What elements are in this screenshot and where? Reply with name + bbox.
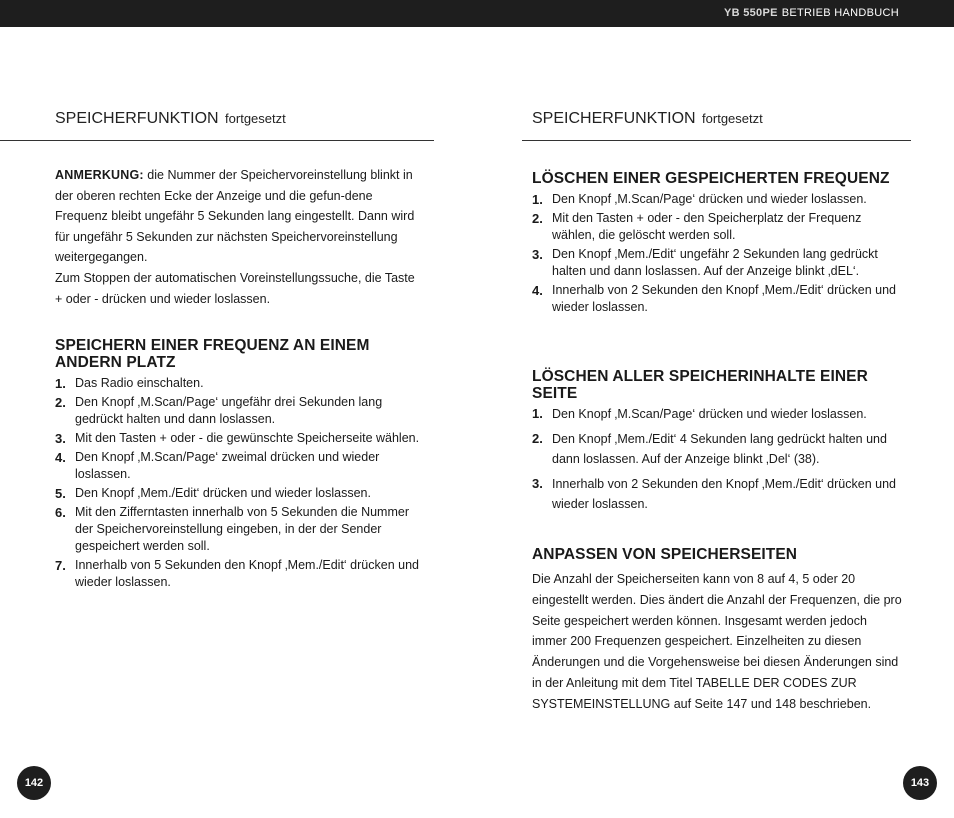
- step-number: 3.: [532, 475, 543, 491]
- step-number: 7.: [55, 558, 66, 573]
- adjust-pages-paragraph: Die Anzahl der Speicherseiten kann von 8 auf 4, 5 oder 20 eingestellt werden. Dies ändert die Anzahl der Frequenzen, die pro Seite gespeichert werden können. Insgesamt werden jedoch immer 200 Frequenzen gespeichert. Einzelheiten zu diesen Änderungen und die Vorgehensweise bei diesen Änderungen sind in der Anleitung mit dem Titel TABELLE DER CODES ZUR SYSTEMEINSTELLUNG auf Seite 147 und 148 beschrieben.: [532, 572, 902, 711]
- left-divider: [0, 140, 434, 141]
- delete-frequency-section: [532, 170, 902, 318]
- left-section-title: [55, 110, 286, 128]
- note-label: ANMERKUNG:: [55, 168, 144, 182]
- step-text: Mit den Tasten + oder - die gewünschte Speicherseite wählen.: [75, 431, 420, 445]
- step-number: 4.: [532, 283, 543, 298]
- step-text: Das Radio einschalten.: [75, 376, 204, 390]
- step-text: Mit den Zifferntasten innerhalb von 5 Sekunden die Nummer der Speichervoreinstellung eingeben, in der der Sender gespeichert werden soll.: [75, 505, 409, 553]
- step-number: 5.: [55, 486, 66, 501]
- delete-frequency-steps: [532, 191, 902, 316]
- list-item: [532, 429, 902, 470]
- delete-page-steps: [532, 404, 902, 515]
- step-text: Den Knopf ‚M.Scan/Page‘ drücken und wieder loslassen.: [552, 407, 867, 421]
- model-name: YB 550PE: [723, 7, 778, 19]
- delete-page-heading: LÖSCHEN ALLER SPEICHERINHALTE EINER SEITE: [532, 368, 868, 402]
- list-item: [55, 394, 425, 428]
- manual-title: BETRIEB HANDBUCH: [781, 7, 899, 19]
- step-number: 1.: [532, 406, 543, 421]
- step-number: 3.: [532, 247, 543, 262]
- list-item: [55, 430, 425, 447]
- list-item: [532, 282, 902, 316]
- step-number: 4.: [55, 450, 66, 465]
- step-text: Mit den Tasten + oder - den Speicherplatz der Frequenz wählen, die gelöscht werden soll.: [552, 211, 862, 242]
- step-number: 2.: [55, 395, 66, 410]
- right-divider: [522, 140, 911, 141]
- step-number: 1.: [55, 376, 66, 391]
- adjust-pages-section: [532, 546, 902, 715]
- step-number: 1.: [532, 192, 543, 207]
- step-text: Den Knopf ‚Mem./Edit‘ drücken und wieder loslassen.: [75, 486, 371, 500]
- step-text: Den Knopf ‚Mem./Edit‘ 4 Sekunden lang gedrückt halten und dann loslassen. Auf der Anzeige blinkt ‚Del‘ (38).: [552, 431, 887, 466]
- step-number: 3.: [55, 431, 66, 446]
- step-text: Den Knopf ‚Mem./Edit‘ ungefähr 2 Sekunden lang gedrückt halten und dann loslassen. Auf der Anzeige blinkt ‚dEL‘.: [552, 247, 878, 278]
- adjust-pages-heading: ANPASSEN VON SPEICHERSEITEN: [532, 546, 798, 563]
- note-text: die Nummer der Speichervoreinstellung blinkt in der oberen rechten Ecke der Anzeige und die gefun-dene Frequenz bleibt ungefähr 5 Sekunden lang eingestellt. Dann wird für ungefähr 5 Sekunden zur nächsten Speichervoreinstellung weitergegangen.: [55, 168, 415, 265]
- list-item: [55, 504, 425, 555]
- list-item: [532, 210, 902, 244]
- list-item: [532, 191, 902, 208]
- note-text-2: Zum Stoppen der automatischen Voreinstellungssuche, die Taste + oder - drücken und wieder loslassen.: [55, 270, 415, 306]
- note-block: [55, 165, 425, 309]
- delete-frequency-heading: LÖSCHEN EINER GESPEICHERTEN FREQUENZ: [532, 170, 890, 187]
- step-number: 2.: [532, 430, 543, 446]
- header-title: [724, 7, 899, 19]
- page-number-left: 142: [17, 766, 51, 800]
- step-text: Den Knopf ‚M.Scan/Page‘ drücken und wieder loslassen.: [552, 192, 867, 206]
- list-item: [55, 449, 425, 483]
- right-section-suffix: fortgesetzt: [702, 111, 763, 126]
- right-section-title-text: SPEICHERFUNKTION: [532, 110, 696, 127]
- list-item: [532, 246, 902, 280]
- step-text: Den Knopf ‚M.Scan/Page‘ ungefähr drei Sekunden lang gedrückt halten und dann loslassen.: [75, 395, 383, 426]
- list-item: [532, 404, 902, 425]
- delete-page-section: [532, 368, 902, 519]
- list-item: [55, 375, 425, 392]
- store-heading: SPEICHERN EINER FREQUENZ AN EINEM ANDERN PLATZ: [55, 337, 370, 371]
- store-section: [55, 337, 425, 593]
- left-section-title-text: SPEICHERFUNKTION: [55, 110, 219, 127]
- list-item: [55, 485, 425, 502]
- step-text: Innerhalb von 5 Sekunden den Knopf ‚Mem./Edit‘ drücken und wieder loslassen.: [75, 558, 419, 589]
- step-number: 2.: [532, 211, 543, 226]
- step-text: Den Knopf ‚M.Scan/Page‘ zweimal drücken und wieder loslassen.: [75, 450, 380, 481]
- store-steps: [55, 375, 425, 591]
- step-text: Innerhalb von 2 Sekunden den Knopf ‚Mem./Edit‘ drücken und wieder loslassen.: [552, 476, 896, 511]
- page-number-right: 143: [903, 766, 937, 800]
- right-section-title: [532, 110, 763, 128]
- left-section-suffix: fortgesetzt: [225, 111, 286, 126]
- step-text: Innerhalb von 2 Sekunden den Knopf ‚Mem./Edit‘ drücken und wieder loslassen.: [552, 283, 896, 314]
- step-number: 6.: [55, 505, 66, 520]
- header-bar: [0, 0, 954, 27]
- list-item: [532, 474, 902, 515]
- list-item: [55, 557, 425, 591]
